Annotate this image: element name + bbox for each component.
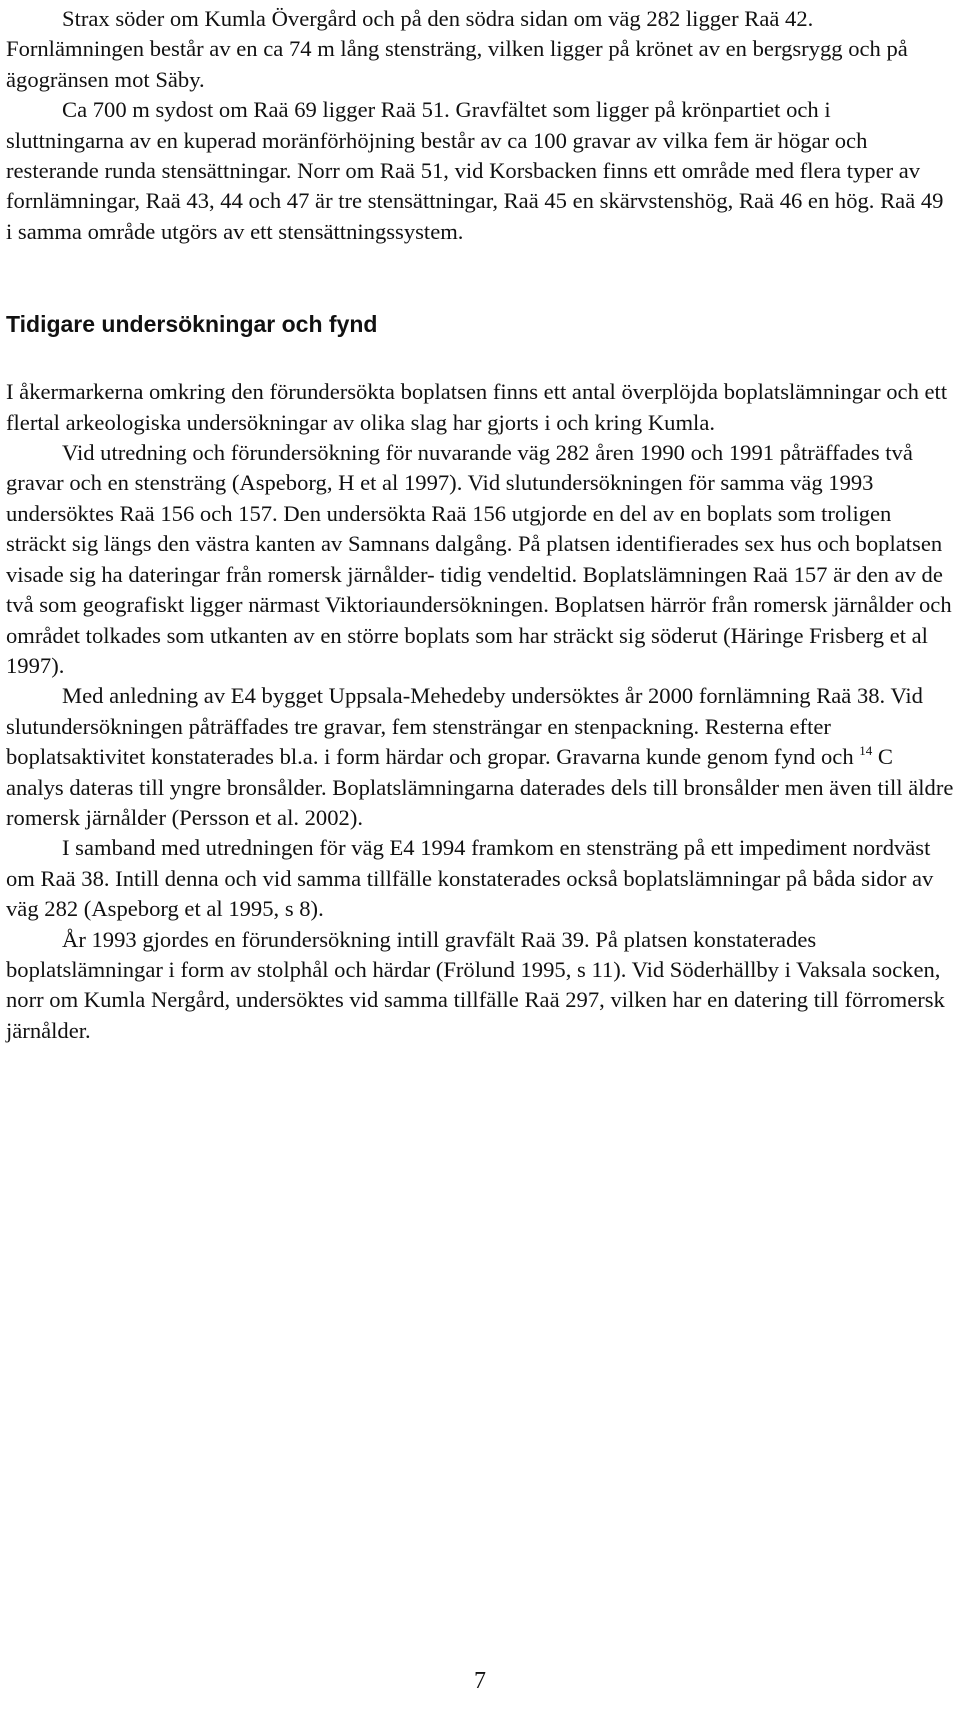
page-number: 7 (474, 1668, 486, 1694)
paragraph-text-part: Med anledning av E4 bygget Uppsala-Mehedeby undersöktes år 2000 fornlämning Raä 38. Vid slutundersökningen påträffades tre gravar, fem stensträngar en stenpackning. Resterna efter boplatsaktivitet konstaterades bl.a. i form härdar och gropar. Gravarna kunde genom fynd och (6, 683, 923, 770)
paragraph-raa-39: År 1993 gjordes en förundersökning intill gravfält Raä 39. På platsen konstaterades boplatslämningar i form av stolphål och härdar (Frölund 1995, s 11). Vid Söderhällby i Vaksala socken, norr om Kumla Nergård, undersöktes vid samma tillfälle Raä 297, vilken har en datering till förromersk järnålder. (6, 926, 945, 1043)
paragraph-text-part: C analys dateras till yngre bronsålder. Boplatslämningarna daterades dels till bronsålder men även till äldre romersk järnålder (Persson et al. 2002). (6, 744, 954, 830)
paragraph-e4-uppsala-mehedeby (6, 681, 954, 833)
paragraph-overview: I åkermarkerna omkring den förundersökta boplatsen finns ett antal överplöjda boplatslämningar och ett flertal arkeologiska undersökningar av olika slag har gjorts i och kring Kumla. (6, 379, 948, 435)
paragraph-e4-1994: I samband med utredningen för väg E4 1994 framkom en stensträng på ett impediment nordväst om Raä 38. Intill denna och vid samma tillfälle konstaterades också boplatslämningar på båda sidor av väg 282 (Aspeborg et al 1995, s 8). (6, 835, 934, 922)
paragraph-road-282: Vid utredning och förundersökning för nuvarande väg 282 åren 1990 och 1991 påträffades två gravar och en stensträng (Aspeborg, H et al 1997). Vid slutundersökningen för samma väg 1993 undersöktes Raä 156 och 157. Den undersökta Raä 156 utgjorde en del av en boplats som troligen sträckt sig längs den västra kanten av Samnans dalgång. På platsen identifierades sex hus och boplatsen visade sig ha dateringar från romersk järnålder- tidig vendeltid. Boplatslämningen Raä 157 är den av de två som geografiskt ligger närmast Viktoriaundersökningen. Boplatsen härrör från romersk järnålder och området tolkades som utkanten av en större boplats som har sträckt sig söderut (Häringe Frisberg et al 1997). (6, 440, 952, 678)
superscript-14: 14 (859, 743, 873, 759)
section-heading: Tidigare undersökningar och fynd (6, 311, 378, 338)
paragraph-raa-51: Ca 700 m sydost om Raä 69 ligger Raä 51. Gravfältet som ligger på krönpartiet och i sluttningarna av en kuperad moränförhöjning består av ca 100 gravar av vilka fem är högar och resterande runda stensättningar. Norr om Raä 51, vid Korsbacken finns ett område med flera typer av fornlämningar, Raä 43, 44 och 47 är tre stensättningar, Raä 45 en skärvstenshög, Raä 46 en hög. Raä 49 i samma område utgörs av ett stensättningssystem. (6, 97, 944, 244)
paragraph-raa-42: Strax söder om Kumla Övergård och på den södra sidan om väg 282 ligger Raä 42. Fornlämningen består av en ca 74 m lång stensträng, vilken ligger på krönet av en bergsrygg och på ägogränsen mot Säby. (6, 6, 908, 92)
document-page (6, 0, 954, 1046)
